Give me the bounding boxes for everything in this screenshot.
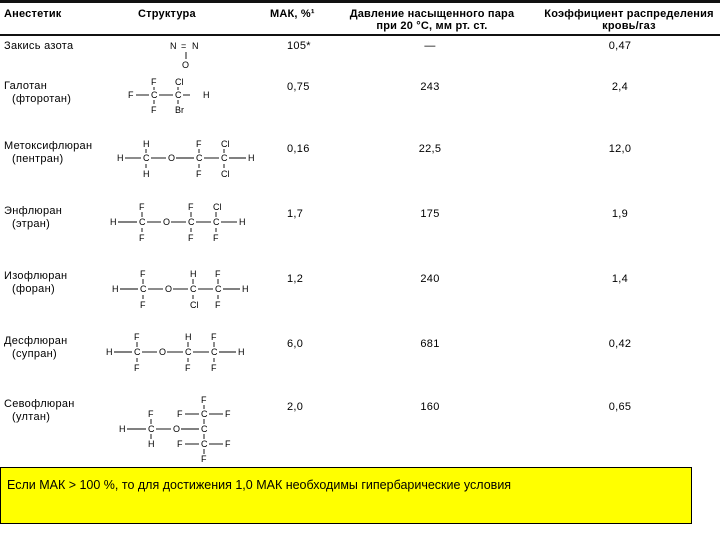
- formula-atom: H: [203, 90, 210, 100]
- formula-atom: C: [143, 153, 150, 163]
- formula-atom: C: [190, 284, 197, 294]
- formula-atom: Cl: [175, 77, 184, 87]
- anesthetic-name: [4, 80, 71, 106]
- structure-formula: [112, 138, 262, 182]
- formula-atom: H: [190, 269, 197, 279]
- formula-atom: F: [177, 409, 183, 419]
- formula-atom: C: [201, 424, 208, 434]
- formula-atom: H: [185, 332, 192, 342]
- formula-atom: C: [221, 153, 228, 163]
- vapor-pressure-value: 681: [420, 338, 440, 350]
- anesthetic-alias: (форан): [12, 283, 55, 295]
- formula-atom: F: [196, 169, 202, 179]
- structure-formula: [108, 268, 258, 314]
- formula-atom: C: [213, 217, 220, 227]
- formula-atom: C: [134, 347, 141, 357]
- formula-atom: O: [182, 60, 190, 70]
- formula-atom: F: [139, 233, 145, 243]
- formula-atom: =: [181, 41, 187, 51]
- formula-atom: C: [201, 409, 208, 419]
- structure-formula: [160, 40, 220, 70]
- formula-atom: F: [211, 332, 217, 342]
- vapor-pressure-value: 22,5: [418, 143, 442, 155]
- anesthetic-alias: (супран): [12, 348, 57, 360]
- formula-atom: F: [134, 332, 140, 342]
- formula-atom: C: [148, 424, 155, 434]
- formula-atom: F: [148, 409, 154, 419]
- mac-value: 6,0: [287, 338, 304, 350]
- formula-atom: H: [238, 347, 245, 357]
- anesthetic-name-main: Метоксифлюран: [4, 140, 93, 152]
- formula-atom: N: [192, 41, 199, 51]
- formula-atom: F: [215, 269, 221, 279]
- mac-value: 105*: [287, 40, 311, 52]
- mac-value: 0,75: [287, 81, 310, 93]
- formula-atom: H: [143, 139, 150, 149]
- formula-atom: H: [112, 284, 119, 294]
- formula-atom: H: [106, 347, 113, 357]
- formula-atom: F: [225, 409, 231, 419]
- header-mac: МАК, %¹: [270, 8, 315, 20]
- formula-atom: F: [201, 395, 207, 405]
- formula-atom: C: [215, 284, 222, 294]
- formula-atom: F: [201, 454, 207, 464]
- formula-atom: F: [211, 363, 217, 373]
- formula-atom: F: [140, 300, 146, 310]
- formula-atom: F: [151, 105, 157, 115]
- partition-coefficient-value: 0,47: [608, 40, 632, 52]
- anesthetic-name-main: Десфлюран: [4, 335, 68, 347]
- partition-coefficient-value: 1,4: [611, 273, 629, 285]
- anesthetic-name: [4, 335, 68, 361]
- mac-value: 1,7: [287, 208, 304, 220]
- vapor-pressure-value: 175: [420, 208, 440, 220]
- formula-atom: H: [248, 153, 255, 163]
- top-rule: [0, 0, 720, 3]
- formula-atom: F: [188, 233, 194, 243]
- anesthetic-alias: (этран): [12, 218, 51, 230]
- anesthetic-alias: (пентран): [12, 153, 64, 165]
- anesthetic-alias: (ултан): [12, 411, 51, 423]
- anesthetic-name: [4, 140, 92, 166]
- structure-formula: [115, 394, 245, 466]
- formula-atom: H: [242, 284, 249, 294]
- formula-atom: C: [175, 90, 182, 100]
- structure-formula: [103, 331, 253, 377]
- anesthetic-name-main: Энфлюран: [4, 205, 63, 217]
- formula-atom: O: [173, 424, 181, 434]
- formula-atom: H: [143, 169, 150, 179]
- formula-atom: F: [177, 439, 183, 449]
- formula-atom: C: [185, 347, 192, 357]
- formula-atom: C: [151, 90, 158, 100]
- formula-atom: C: [196, 153, 203, 163]
- hyperbaric-note: Если МАК > 100 %, то для достижения 1,0 МАК необходимы гипербарические условия: [0, 467, 692, 524]
- formula-atom: N: [170, 41, 177, 51]
- formula-atom: Br: [175, 105, 184, 115]
- formula-atom: H: [117, 153, 124, 163]
- formula-atom: F: [140, 269, 146, 279]
- formula-atom: F: [151, 77, 157, 87]
- anesthetic-name-main: Изофлюран: [4, 270, 68, 282]
- formula-atom: F: [188, 202, 194, 212]
- formula-atom: Cl: [221, 139, 230, 149]
- header-vapor-pressure: Давление насыщенного пара при 20 °С, мм рт. ст.: [349, 8, 515, 32]
- formula-atom: F: [215, 300, 221, 310]
- vapor-pressure-value: 160: [420, 401, 440, 413]
- formula-atom: O: [165, 284, 173, 294]
- formula-atom: H: [239, 217, 246, 227]
- formula-atom: F: [128, 90, 134, 100]
- formula-atom: F: [134, 363, 140, 373]
- partition-coefficient-value: 0,65: [608, 401, 632, 413]
- mac-value: 1,2: [287, 273, 304, 285]
- formula-atom: F: [139, 202, 145, 212]
- formula-atom: H: [148, 439, 155, 449]
- structure-formula: [120, 76, 220, 118]
- formula-atom: C: [140, 284, 147, 294]
- header-rule: [0, 34, 720, 36]
- formula-atom: O: [159, 347, 167, 357]
- partition-coefficient-value: 0,42: [608, 338, 632, 350]
- anesthetic-name: [4, 398, 75, 424]
- formula-atom: C: [188, 217, 195, 227]
- formula-atom: F: [185, 363, 191, 373]
- vapor-pressure-value: 240: [420, 273, 440, 285]
- formula-atom: C: [139, 217, 146, 227]
- header-anesthetic: Анестетик: [4, 8, 62, 20]
- header-structure: Структура: [138, 8, 196, 20]
- formula-atom: C: [201, 439, 208, 449]
- anesthetic-alias: (фторотан): [12, 93, 72, 105]
- formula-atom: O: [168, 153, 176, 163]
- mac-value: 2,0: [287, 401, 304, 413]
- formula-atom: F: [196, 139, 202, 149]
- vapor-pressure-value: 243: [420, 81, 440, 93]
- formula-atom: Cl: [190, 300, 199, 310]
- formula-atom: H: [110, 217, 117, 227]
- anesthetic-name-main: Галотан: [4, 80, 48, 92]
- partition-coefficient-value: 1,9: [611, 208, 629, 220]
- mac-value: 0,16: [287, 143, 310, 155]
- partition-coefficient-value: 2,4: [611, 81, 629, 93]
- formula-atom: Cl: [213, 202, 222, 212]
- header-partition-coefficient: Коэффициент распределения кровь/газ: [544, 8, 714, 32]
- anesthetic-name: [4, 205, 62, 231]
- formula-atom: F: [225, 439, 231, 449]
- anesthetic-name: [4, 270, 67, 296]
- formula-atom: O: [163, 217, 171, 227]
- structure-formula: [105, 201, 255, 247]
- anesthetic-name-main: Севофлюран: [4, 398, 75, 410]
- partition-coefficient-value: 12,0: [608, 143, 632, 155]
- formula-atom: C: [211, 347, 218, 357]
- formula-atom: H: [119, 424, 126, 434]
- formula-atom: F: [213, 233, 219, 243]
- formula-atom: Cl: [221, 169, 230, 179]
- vapor-pressure-value: —: [424, 40, 436, 52]
- anesthetic-name: Закись азота: [4, 40, 74, 52]
